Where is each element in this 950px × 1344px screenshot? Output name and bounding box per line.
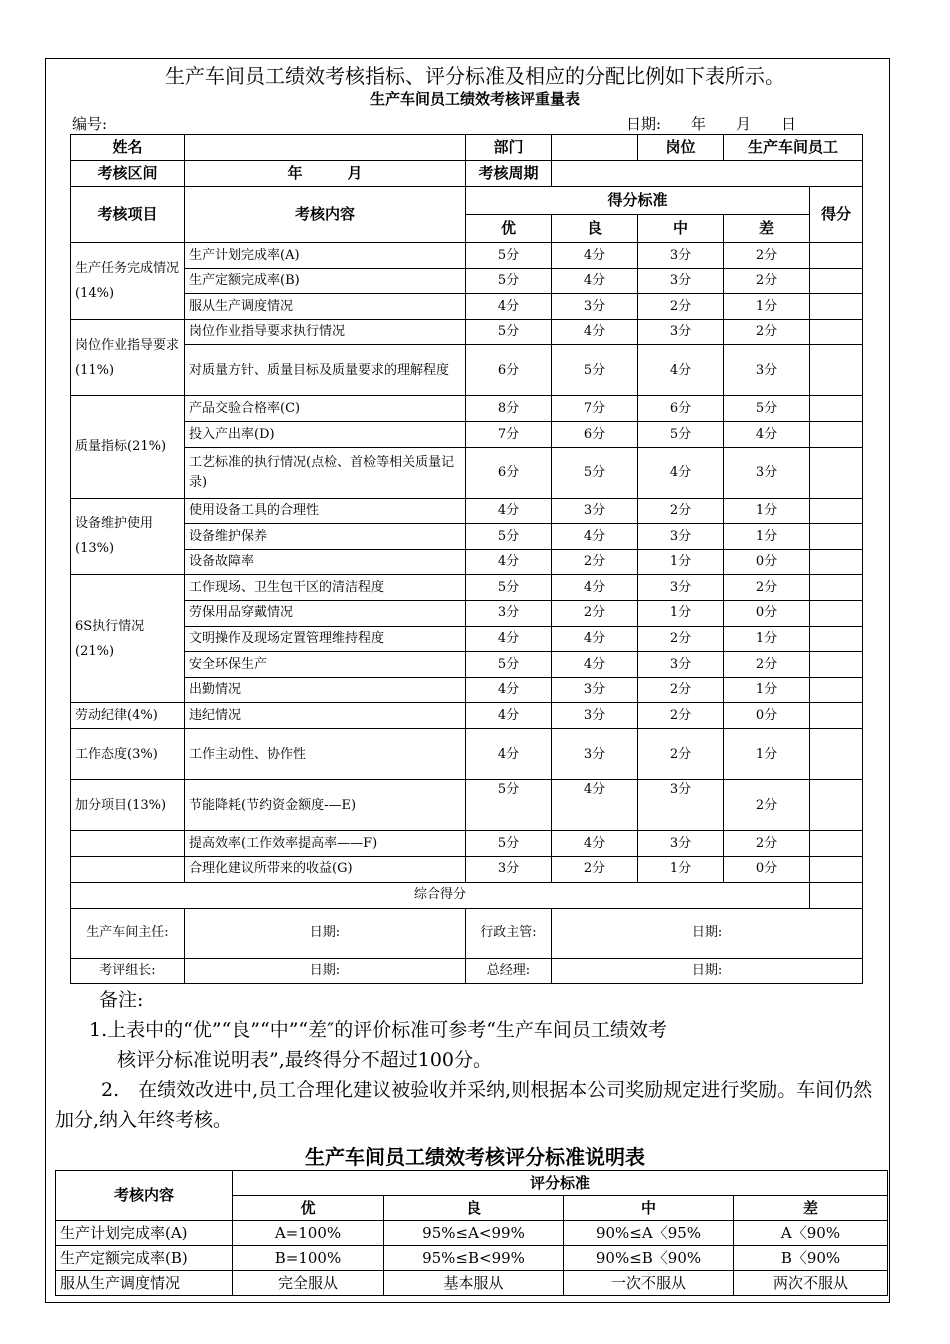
dept-field[interactable] [552, 135, 638, 161]
score-standard-cell: 4分 [466, 626, 552, 652]
category-cell: 质量指标(21%) [71, 396, 185, 498]
score-standard-cell: 5分 [466, 268, 552, 294]
table-row [71, 447, 863, 498]
score-standard-cell: 3分 [552, 294, 638, 320]
t2-grade-medium: 中 [564, 1196, 734, 1221]
content-cell: 对质量方针、质量目标及质量要求的理解程度 [185, 345, 466, 396]
score-standard-cell: 6分 [638, 396, 724, 422]
table-row [71, 600, 863, 626]
score-standard-cell: 8分 [466, 396, 552, 422]
score-standard-cell: 5分 [638, 421, 724, 447]
score-input-cell[interactable] [810, 243, 863, 269]
post-value: 生产车间员工 [724, 135, 863, 161]
score-standard-cell: 5分 [552, 345, 638, 396]
criterion-cell: 服从生产调度情况 [56, 1271, 233, 1296]
score-standard-cell: 5分 [466, 575, 552, 601]
name-label: 姓名 [71, 135, 185, 161]
table-row [71, 626, 863, 652]
table-row [56, 1246, 888, 1271]
score-standard-cell: 7分 [552, 396, 638, 422]
score-input-cell[interactable] [810, 703, 863, 729]
score-standard-cell: 3分 [466, 600, 552, 626]
score-input-cell[interactable] [810, 652, 863, 678]
score-standard-cell: 1分 [638, 600, 724, 626]
score-standard-cell: 3分 [638, 268, 724, 294]
table-row [71, 294, 863, 320]
total-score-cell[interactable] [810, 882, 863, 908]
score-standard-cell: 4分 [552, 319, 638, 345]
score-standard-cell: 4分 [552, 831, 638, 857]
category-cell: 加分项目(13%) [71, 780, 185, 831]
leader-date: 日期: [185, 958, 466, 983]
score-input-cell[interactable] [810, 677, 863, 703]
score-standard-cell: 5分 [724, 396, 810, 422]
content-cell: 设备故障率 [185, 549, 466, 575]
notes-title: 备注: [99, 989, 144, 1011]
score-standard-cell: 5分 [466, 652, 552, 678]
criterion-value: B〈90% [734, 1246, 888, 1271]
content-cell: 投入产出率(D) [185, 421, 466, 447]
table1-title: 生产车间员工绩效考核评重量表 [369, 90, 580, 108]
table-row [71, 345, 863, 396]
score-standard-cell: 5分 [466, 243, 552, 269]
content-cell: 工艺标准的执行情况(点检、首检等相关质量记录) [185, 447, 466, 498]
category-cell: 岗位作业指导要求(11%) [71, 319, 185, 396]
score-standard-cell: 3分 [552, 677, 638, 703]
note-1-line-1: 1.上表中的“优”“良”“中”“差″的评价标准可参考“生产车间员工绩效考 [89, 1019, 667, 1041]
score-input-cell[interactable] [810, 549, 863, 575]
score-standard-cell: 5分 [466, 524, 552, 550]
score-standard-cell: 4分 [552, 575, 638, 601]
score-standard-cell: 4分 [466, 498, 552, 524]
content-cell: 生产计划完成率(A) [185, 243, 466, 269]
score-input-cell[interactable] [810, 575, 863, 601]
manager-date: 日期: [185, 908, 466, 958]
table-row [56, 1271, 888, 1296]
score-standard-cell: 2分 [724, 831, 810, 857]
score-standard-cell: 1分 [638, 549, 724, 575]
score-standard-cell: 2分 [552, 549, 638, 575]
score-standard-cell: 4分 [724, 421, 810, 447]
score-standard-cell: 5分 [466, 780, 552, 831]
content-cell: 工作主动性、协作性 [185, 729, 466, 780]
notes [55, 985, 880, 1135]
score-input-cell[interactable] [810, 498, 863, 524]
score-standard-cell: 0分 [724, 600, 810, 626]
table-row [71, 498, 863, 524]
note-2: 2. 在绩效改进中,员工合理化建议被验收并采纳,则根据本公司奖励规定进行奖励。车间仍然加分,纳入年终考核。 [55, 1079, 873, 1131]
criterion-value: A〈90% [734, 1221, 888, 1246]
criterion-value: 95%≤B<99% [384, 1246, 564, 1271]
score-standard-cell: 3分 [638, 831, 724, 857]
score-header: 得分 [810, 187, 863, 243]
content-cell: 设备维护保养 [185, 524, 466, 550]
grade-good: 良 [552, 215, 638, 243]
t2-grade-good: 良 [384, 1196, 564, 1221]
standard-table [55, 1170, 888, 1296]
criterion-value: 基本服从 [384, 1271, 564, 1296]
category-cell: 生产任务完成情况(14%) [71, 243, 185, 320]
item-header: 考核项目 [71, 187, 185, 243]
table-row [71, 652, 863, 678]
score-standard-cell: 3分 [638, 243, 724, 269]
category-cell: 设备维护使用(13%) [71, 498, 185, 575]
table-row [56, 1221, 888, 1246]
grade-poor: 差 [724, 215, 810, 243]
t2-content-header: 考核内容 [56, 1171, 233, 1221]
score-standard-cell: 7分 [466, 421, 552, 447]
table-row [71, 268, 863, 294]
t2-grade-poor: 差 [734, 1196, 888, 1221]
score-standard-cell: 5分 [552, 447, 638, 498]
dept-label: 部门 [466, 135, 552, 161]
content-cell: 使用设备工具的合理性 [185, 498, 466, 524]
appraisal-table [70, 134, 863, 984]
t2-standard-header: 评分标准 [233, 1171, 888, 1196]
table-row [71, 396, 863, 422]
score-standard-cell: 2分 [724, 652, 810, 678]
score-input-cell[interactable] [810, 345, 863, 396]
score-input-cell[interactable] [810, 600, 863, 626]
signature-row [71, 958, 863, 983]
score-standard-cell: 2分 [724, 268, 810, 294]
category-cell [71, 856, 185, 882]
period-value: 年 月 [185, 161, 466, 187]
table-row [71, 831, 863, 857]
score-standard-cell: 3分 [552, 729, 638, 780]
score-input-cell[interactable] [810, 626, 863, 652]
table-row [71, 780, 863, 831]
leader-label: 考评组长: [71, 958, 185, 983]
criterion-value: 90%≤B〈90% [564, 1246, 734, 1271]
score-standard-cell: 0分 [724, 856, 810, 882]
table-row [71, 524, 863, 550]
grade-excellent: 优 [466, 215, 552, 243]
manager-label: 生产车间主任: [71, 908, 185, 958]
content-cell: 提高效率(工作效率提高率——F) [185, 831, 466, 857]
criterion-cell: 生产定额完成率(B) [56, 1246, 233, 1271]
content-cell: 劳保用品穿戴情况 [185, 600, 466, 626]
score-standard-cell: 4分 [466, 677, 552, 703]
content-cell: 出勤情况 [185, 677, 466, 703]
score-standard-cell: 3分 [552, 498, 638, 524]
score-input-cell[interactable] [810, 780, 863, 831]
score-standard-cell: 1分 [724, 677, 810, 703]
score-standard-cell: 4分 [638, 447, 724, 498]
score-standard-cell: 4分 [552, 626, 638, 652]
score-standard-cell: 4分 [638, 345, 724, 396]
grade-medium: 中 [638, 215, 724, 243]
intro-text: 生产车间员工绩效考核指标、评分标准及相应的分配比例如下表所示。 [165, 64, 785, 88]
score-standard-cell: 3分 [552, 703, 638, 729]
score-standard-cell: 2分 [552, 856, 638, 882]
cycle-label: 考核周期 [466, 161, 552, 187]
content-cell: 文明操作及现场定置管理维持程度 [185, 626, 466, 652]
score-standard-cell: 3分 [638, 575, 724, 601]
score-input-cell[interactable] [810, 856, 863, 882]
admin-date: 日期: [552, 908, 863, 958]
content-cell: 产品交验合格率(C) [185, 396, 466, 422]
table-row [71, 703, 863, 729]
post-label: 岗位 [638, 135, 724, 161]
admin-label: 行政主管: [466, 908, 552, 958]
score-standard-cell: 2分 [724, 319, 810, 345]
score-standard-cell: 1分 [724, 626, 810, 652]
score-input-cell[interactable] [810, 447, 863, 498]
score-standard-cell: 5分 [466, 319, 552, 345]
table-row [71, 575, 863, 601]
criterion-cell: 生产计划完成率(A) [56, 1221, 233, 1246]
score-standard-cell: 4分 [466, 703, 552, 729]
score-standard-cell: 1分 [724, 294, 810, 320]
table-row [71, 319, 863, 345]
score-standard-cell: 4分 [552, 780, 638, 831]
score-standard-cell: 3分 [638, 524, 724, 550]
score-input-cell[interactable] [810, 268, 863, 294]
criterion-value: 两次不服从 [734, 1271, 888, 1296]
score-standard-cell: 2分 [724, 780, 810, 831]
score-standard-cell: 3分 [638, 652, 724, 678]
content-header: 考核内容 [185, 187, 466, 243]
score-standard-cell: 2分 [638, 498, 724, 524]
total-label: 综合得分 [71, 882, 810, 908]
score-input-cell[interactable] [810, 319, 863, 345]
score-input-cell[interactable] [810, 294, 863, 320]
cycle-field[interactable] [552, 161, 863, 187]
score-standard-cell: 3分 [466, 856, 552, 882]
serial-number-label: 编号: [72, 115, 108, 133]
table-row [71, 243, 863, 269]
standard-header: 得分标准 [466, 187, 810, 215]
score-standard-cell: 0分 [724, 703, 810, 729]
content-cell: 安全环保生产 [185, 652, 466, 678]
criterion-value: 一次不服从 [564, 1271, 734, 1296]
score-standard-cell: 4分 [552, 268, 638, 294]
score-standard-cell: 2分 [552, 600, 638, 626]
score-standard-cell: 3分 [724, 447, 810, 498]
score-input-cell[interactable] [810, 396, 863, 422]
score-input-cell[interactable] [810, 831, 863, 857]
score-input-cell[interactable] [810, 729, 863, 780]
total-row [71, 882, 863, 908]
score-standard-cell: 3分 [638, 780, 724, 831]
score-standard-cell: 4分 [552, 524, 638, 550]
gm-label: 总经理: [466, 958, 552, 983]
score-standard-cell: 0分 [724, 549, 810, 575]
score-standard-cell: 3分 [638, 319, 724, 345]
score-standard-cell: 3分 [724, 345, 810, 396]
criterion-value: 90%≤A〈95% [564, 1221, 734, 1246]
score-standard-cell: 2分 [724, 575, 810, 601]
category-cell: 6S执行情况(21%) [71, 575, 185, 703]
table-row [71, 729, 863, 780]
gm-date: 日期: [552, 958, 863, 983]
content-cell: 违纪情况 [185, 703, 466, 729]
date-label: 日期: 年 月 日 [626, 115, 797, 133]
table2-title: 生产车间员工绩效考核评分标准说明表 [305, 1145, 645, 1169]
score-standard-cell: 2分 [638, 703, 724, 729]
score-standard-cell: 1分 [724, 729, 810, 780]
criterion-value: A=100% [233, 1221, 384, 1246]
score-input-cell[interactable] [810, 421, 863, 447]
content-cell: 岗位作业指导要求执行情况 [185, 319, 466, 345]
score-standard-cell: 2分 [724, 243, 810, 269]
t2-grade-excellent: 优 [233, 1196, 384, 1221]
content-cell: 工作现场、卫生包干区的清洁程度 [185, 575, 466, 601]
note-1-line-2: 核评分标准说明表”,最终得分不超过100分。 [117, 1049, 493, 1071]
score-standard-cell: 5分 [466, 831, 552, 857]
period-label: 考核区间 [71, 161, 185, 187]
content-cell: 节能降耗(节约资金额度-—E) [185, 780, 466, 831]
content-cell: 合理化建议所带来的收益(G) [185, 856, 466, 882]
table-row [71, 856, 863, 882]
score-standard-cell: 1分 [724, 498, 810, 524]
score-standard-cell: 2分 [638, 294, 724, 320]
score-standard-cell: 1分 [638, 856, 724, 882]
category-cell [71, 831, 185, 857]
score-standard-cell: 6分 [466, 447, 552, 498]
content-cell: 服从生产调度情况 [185, 294, 466, 320]
table-row [71, 677, 863, 703]
score-standard-cell: 1分 [724, 524, 810, 550]
score-standard-cell: 2分 [638, 729, 724, 780]
score-standard-cell: 4分 [466, 729, 552, 780]
criterion-value: 95%≤A<99% [384, 1221, 564, 1246]
score-input-cell[interactable] [810, 524, 863, 550]
score-standard-cell: 2分 [638, 626, 724, 652]
criterion-value: 完全服从 [233, 1271, 384, 1296]
table-row [71, 421, 863, 447]
content-cell: 生产定额完成率(B) [185, 268, 466, 294]
score-standard-cell: 4分 [552, 243, 638, 269]
category-cell: 劳动纪律(4%) [71, 703, 185, 729]
criterion-value: B=100% [233, 1246, 384, 1271]
signature-row [71, 908, 863, 958]
score-standard-cell: 2分 [638, 677, 724, 703]
table-row [71, 549, 863, 575]
score-standard-cell: 4分 [552, 652, 638, 678]
score-standard-cell: 4分 [466, 294, 552, 320]
score-standard-cell: 6分 [466, 345, 552, 396]
score-standard-cell: 6分 [552, 421, 638, 447]
name-field[interactable] [185, 135, 466, 161]
score-standard-cell: 4分 [466, 549, 552, 575]
category-cell: 工作态度(3%) [71, 729, 185, 780]
